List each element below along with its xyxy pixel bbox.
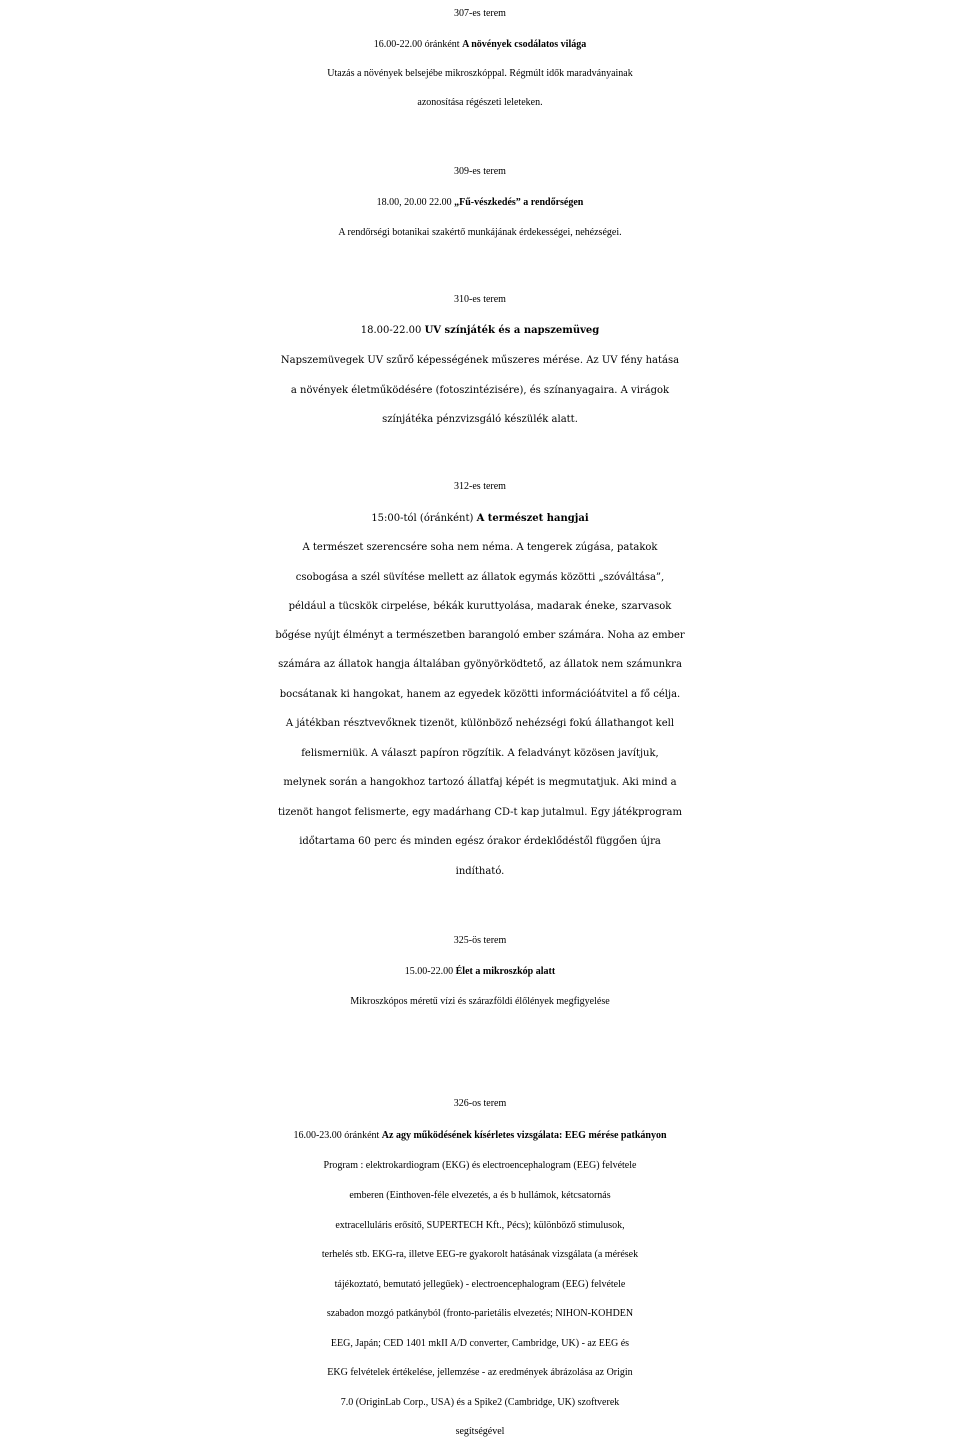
room-heading: 312-es terem xyxy=(454,481,506,492)
event-heading xyxy=(0,191,960,215)
description-line: A rendőrségi botanikai szakértő munkájának érdekességei, nehézségei. xyxy=(338,227,622,238)
description-line: szabadon mozgó patkányból (fronto-parietális elvezetés; NIHON-KOHDEN xyxy=(326,1308,634,1319)
description-line: a növények életműködésére (fotoszintézisére), és színanyagaira. A virágok xyxy=(290,385,670,396)
room-heading: 309-es terem xyxy=(454,166,506,177)
description-line: például a tücskök cirpelése, békák kuruttyolása, madarak éneke, szarvasok xyxy=(288,601,672,612)
room-heading: 310-es terem xyxy=(454,294,506,305)
room-heading: 325-ös terem xyxy=(453,935,507,946)
event-time: 16.00-22.00 óránként xyxy=(373,39,460,50)
description-line: azonosítása régészeti leleteken. xyxy=(417,97,543,108)
event-time: 15:00-tól (óránként) xyxy=(371,513,474,524)
description-line: Mikroszkópos méretű vízi és szárazföldi élőlények megfigyelése xyxy=(350,996,610,1007)
description-line: emberen (Einthoven-féle elvezetés, a és b hullámok, kétcsatornás xyxy=(349,1190,611,1201)
event-heading xyxy=(0,33,960,57)
event-title: Élet a mikroszkóp alatt xyxy=(455,966,556,977)
description-line: A természet szerencsére soha nem néma. A tengerek zúgása, patakok xyxy=(302,542,658,553)
description-line: bőgése nyújt élményt a természetben barangoló ember számára. Noha az ember xyxy=(275,630,685,641)
description-line: EEG, Japán; CED 1401 mkII A/D converter, Cambridge, UK) - az EEG és xyxy=(330,1338,630,1349)
event-time: 15.00-22.00 xyxy=(404,966,454,977)
event-heading xyxy=(0,319,960,343)
description-line: bocsátanak ki hangokat, hanem az egyedek közötti információátvitel a fő célja. xyxy=(279,689,681,700)
description-line: számára az állatok hangja általában gyönyörködtető, az állatok nem számunkra xyxy=(278,659,682,670)
description-line: időtartama 60 perc és minden egész órakor érdeklődéstől függően újra xyxy=(299,836,661,847)
description-line: 7.0 (OriginLab Corp., USA) és a Spike2 (Cambridge, UK) szoftverek xyxy=(340,1397,620,1408)
event-title: UV színjáték és a napszemüveg xyxy=(424,325,600,336)
room-heading: 326-os terem xyxy=(453,1098,507,1109)
event-time: 18.00-22.00 xyxy=(360,325,422,336)
description-line: Program : elektrokardiogram (EKG) és electroencephalogram (EEG) felvétele xyxy=(323,1160,637,1171)
description-line: A játékban résztvevőknek tizenöt, különböző nehézségi fokú állathangot kell xyxy=(285,718,675,729)
description-line: Utazás a növények belsejébe mikroszkóppal. Régmúlt idők maradványainak xyxy=(327,68,633,79)
event-title: Az agy működésének kísérletes vizsgálata: EEG mérése patkányon xyxy=(381,1130,667,1141)
description-line: csobogása a szél süvítése mellett az állatok egymás közötti „szóváltása”, xyxy=(295,572,665,583)
event-time: 16.00-23.00 óránként xyxy=(293,1130,380,1141)
description-line: melynek során a hangokhoz tartozó állatfaj képét is megmutatjuk. Aki mind a xyxy=(283,777,677,788)
description-line: terhelés stb. EKG-ra, illetve EEG-re gyakorolt hatásának vizsgálata (a mérések xyxy=(321,1249,639,1260)
event-heading xyxy=(0,960,960,984)
event-time: 18.00, 20.00 22.00 xyxy=(376,197,452,208)
description-line: segítségével xyxy=(455,1426,505,1437)
description-line: tizenöt hangot felismerte, egy madárhang CD-t kap jutalmul. Egy játékprogram xyxy=(278,807,682,818)
event-title: A természet hangjai xyxy=(476,513,589,524)
description-line: Napszemüvegek UV szűrő képességének műszeres mérése. Az UV fény hatása xyxy=(280,355,680,366)
description-line: EKG felvételek értékelése, jellemzése - az eredmények ábrázolása az Origin xyxy=(327,1367,633,1378)
description-line: felismerniük. A választ papíron rögzítik. A feladványt közösen javítjuk, xyxy=(301,748,659,759)
description-line: extracelluláris erősítő, SUPERTECH Kft., Pécs); különböző stimulusok, xyxy=(335,1220,625,1231)
description-line: színjátéka pénzvizsgáló készülék alatt. xyxy=(382,414,578,425)
description-line: indítható. xyxy=(455,866,505,877)
event-heading xyxy=(0,1124,960,1148)
event-title: „Fű-vészkedés” a rendőrségen xyxy=(454,197,584,208)
room-heading: 307-es terem xyxy=(454,8,506,19)
event-heading xyxy=(0,507,960,531)
event-title: A növények csodálatos világa xyxy=(462,39,587,50)
description-line: tájékoztató, bemutató jellegűek) - electroencephalogram (EEG) felvétele xyxy=(334,1279,626,1290)
